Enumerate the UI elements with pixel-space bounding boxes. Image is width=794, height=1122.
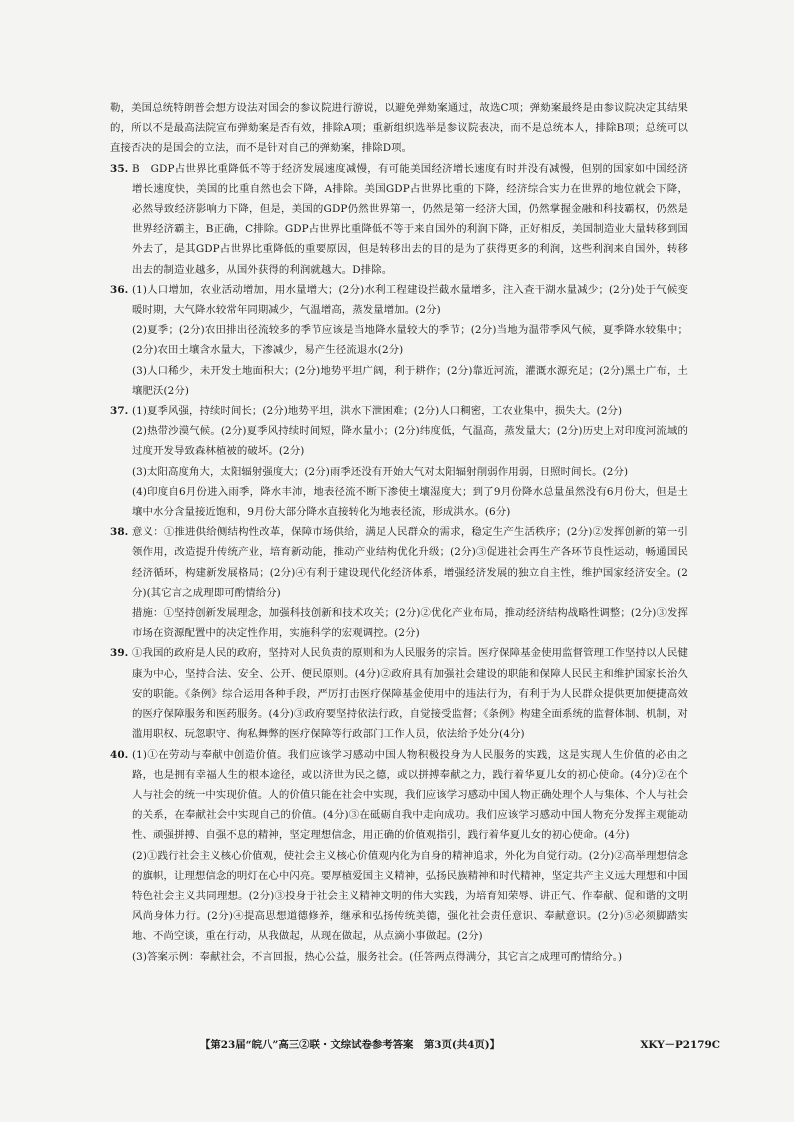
q34-continuation: 勒，美国总统特朗普会想方设法对国会的参议院进行游说，以避免弹劾案通过，故选C项；弹劾案最终是由参议院决定其结果的，所以不是最高法院宣布弹劾案是否有效，排除A项；重新组织选举是参议院表决，而不是总统本人，排除B项；总统可以直接否决的是国会的立法，而不是针对自己的弹劾案，排除D项。 [110, 102, 688, 155]
question-number: 37. [110, 405, 129, 418]
question-39 [110, 643, 688, 744]
question-38 [110, 522, 688, 603]
question-number: 40. [110, 748, 129, 761]
answer-text: (1)①在劳动与奉献中创造价值。我们应该学习感动中国人物积极投身为人民服务的实践，这是实现人生价值的必由之路，也是拥有幸福人生的根本途径，或以济世为民之德，或以拼搏奉献之力，践行着华夏儿女的初心使命。(4分)②在个人与社会的统一中实现价值。人的价值只能在社会中实现，我们应该学习感动中国人物正确处理个人与集体、个人与社会的关系，在奉献社会中实现自己的价值。(4分)③在砥砺自我中走向成功。我们应该学习感动中国人物充分发挥主观能动性、顽强拼搏、自强不息的精神，坚定理想信念，用正确的价值观指引，践行着华夏儿女的初心使命。(4分) [132, 748, 688, 842]
answer-text: (3)答案示例：奉献社会，不言回报，热心公益，服务社会。(任答两点得满分，其它言之成理可酌情给分。) [132, 950, 623, 963]
question-number: 39. [110, 647, 129, 660]
footer-code: XKY－P2179C [640, 1039, 720, 1051]
answer-text: (4)印度自6月份进入雨季，降水丰沛，地表径流不断下渗使土壤湿度大；到了9月份降水总量虽然没有6月份大，但是土壤中水分含量接近饱和，9月份大部分降水直接转化为地表径流，形成洪水。(6分) [132, 485, 688, 519]
question-number: 35. [110, 162, 129, 175]
question-number: 38. [110, 526, 129, 539]
answer-text: (2)①践行社会主义核心价值观，使社会主义核心价值观内化为自身的精神追求，外化为自觉行动。(2分)②高举理想信念的旗帜，让理想信念的明灯在心中闪亮。要厚植爱国主义精神，弘扬民族精神和时代精神，坚定共产主义远大理想和中国特色社会主义共同理想。(2分)③投身于社会主义精神文明的伟大实践，为培育知荣辱、讲正气、作奉献、促和谐的文明风尚身体力行。(2分)④提高思想道德修养，继承和弘扬传统美德，强化社会责任意识、奉献意识。(2分)⑤必须脚踏实地、不尚空谈，重在行动，从我做起，从现在做起，从点滴小事做起。(2分) [132, 849, 688, 943]
answer-text: ①我国的政府是人民的政府，坚持对人民负责的原则和为人民服务的宗旨。医疗保障基金使用监督管理工作坚持以人民健康为中心，坚持合法、安全、公开、便民原则。(4分)②政府具有加强社会建设的职能和保障人民民主和维护国家长治久安的职能。《条例》综合运用各种手段，严厉打击医疗保障基金使用中的违法行为，有利于为人民群众提供更加便捷高效的医疗保障服务和医药服务。(4分)③政府要坚持依法行政，自觉接受监督；《条例》构建全面系统的监督体制、机制，对滥用职权、玩忽职守、徇私舞弊的医疗保障等行政部门工作人员，依法给予处分(4分) [132, 647, 688, 741]
question-37 [110, 401, 688, 421]
answer-text: (2)热带沙漠气候。(2分)夏季风持续时间短，降水量小；(2分)纬度低，气温高，蒸发量大；(2分)历史上对印度河流域的过度开发导致森林植被的破坏。(2分) [132, 425, 688, 458]
answer-text: 意义：①推进供给侧结构性改革，保障市场供给，满足人民群众的需求，稳定生产生活秩序；(2分)②发挥创新的第一引领作用，改造提升传统产业，培育新动能，推动产业结构优化升级；(2分)③促进社会再生产各环节良性运动，畅通国民经济循环，构建新发展格局；(2分)④有利于建设现代化经济体系，增强经济发展的独立自主性，维护国家经济安全。(2分)(其它言之成理即可酌情给分) [132, 526, 688, 599]
answer-text: (1)人口增加，农业活动增加，用水量增大；(2分)水利工程建设拦截水量增多，注入查干湖水量减少；(2分)处于气候变暖时期，大气降水较常年同期减少，气温增高，蒸发量增加。(2分) [132, 283, 688, 317]
question-36 [110, 280, 688, 320]
answer-text: B GDP占世界比重降低不等于经济发展速度减慢，有可能美国经济增长速度有时并没有减慢，但别的国家如中国经济增长速度快，美国的比重自然也会下降，A排除。美国GDP占世界比重的下降，经济综合实力在世界的地位就会下降，必然导致经济影响力下降，但是，美国的GDP仍然世界第一，仍然是第一经济大国，仍然掌握金融和科技霸权，仍然是世界经济霸主，B正确，C排除。GDP占世界比重降低不等于来自国外的利润下降，正好相反，美国制造业大量转移到国外去了，是其GDP占世界比重降低的重要原因，但是转移出去的目的是为了获得更多的利润，这些利润来自国外，转移出去的制造业越多，从国外获得的利润就越大。D排除。 [132, 162, 688, 276]
answer-text: (3)太阳高度角大，太阳辐射强度大；(2分)雨季还没有开始大气对太阳辐射削弱作用弱，日照时间长。(2分) [132, 465, 629, 478]
answer-text: 措施：①坚持创新发展理念，加强科技创新和技术攻关；(2分)②优化产业布局，推动经济结构战略性调整；(2分)③发挥市场在资源配置中的决定性作用，实施科学的宏观调控。(2分) [132, 607, 688, 640]
footer-title: 【第23届“皖八”高三②联・文综试卷参考答案 第3页(共4页)】 [200, 1039, 501, 1051]
question-40 [110, 745, 688, 846]
answer-key-body [110, 98, 688, 967]
answer-text: (2)夏季；(2分)农田排出径流较多的季节应该是当地降水量较大的季节；(2分)当地为温带季风气候，夏季降水较集中；(2分)农田土壤含水量大，下渗减少，易产生径流退水(2分) [132, 324, 688, 357]
question-number: 36. [110, 283, 129, 296]
answer-text: (3)人口稀少，未开发土地面积大；(2分)地势平坦广阔，利于耕作；(2分)靠近河流，灌溉水源充足；(2分)黑土广布，土壤肥沃(2分) [132, 364, 688, 397]
answer-text: (1)夏季风强，持续时间长；(2分)地势平坦，洪水下泄困难；(2分)人口稠密，工农业集中，损失大。(2分) [132, 405, 623, 418]
page-footer [200, 1036, 720, 1051]
question-35 [110, 159, 688, 280]
